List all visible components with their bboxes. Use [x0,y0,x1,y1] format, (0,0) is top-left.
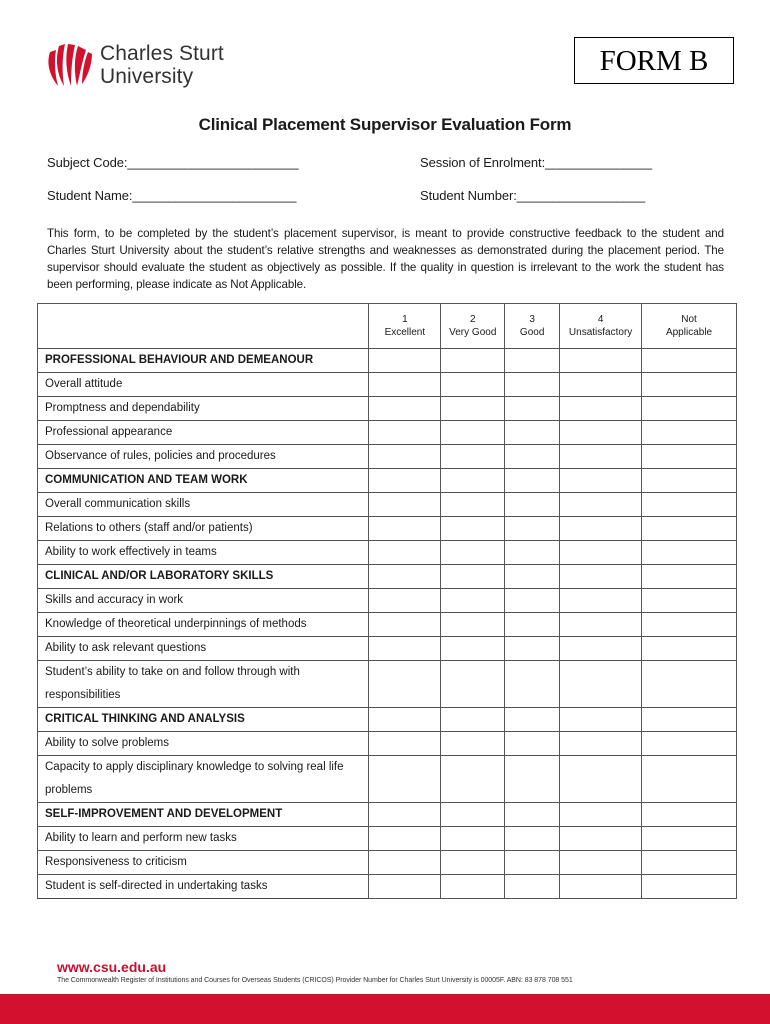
section-blank-cell [369,708,441,732]
rating-cell[interactable] [560,517,642,541]
criteria-label: Ability to work effectively in teams [38,541,369,565]
rating-cell[interactable] [642,732,737,756]
section-blank-cell [560,708,642,732]
rating-cell[interactable] [505,541,560,565]
rating-cell[interactable] [642,517,737,541]
section-heading: COMMUNICATION AND TEAM WORK [38,469,369,493]
section-heading: CLINICAL AND/OR LABORATORY SKILLS [38,565,369,589]
section-blank-cell [642,349,737,373]
student-name-field[interactable]: Student Name:_______________________ [47,188,297,203]
section-blank-cell [505,349,560,373]
csu-flame-icon [44,42,94,88]
criteria-row [38,445,737,469]
criteria-row [38,732,737,756]
section-blank-cell [560,803,642,827]
rating-cell[interactable] [560,541,642,565]
rating-cell[interactable] [505,827,560,851]
rating-cell[interactable] [560,851,642,875]
criteria-row [38,493,737,517]
section-blank-cell [369,565,441,589]
criteria-row [38,517,737,541]
section-row [38,803,737,827]
section-blank-cell [505,469,560,493]
section-blank-cell [642,803,737,827]
rating-cell[interactable] [642,613,737,637]
rating-cell[interactable] [505,589,560,613]
criteria-label: Capacity to apply disciplinary knowledge to solving real life [38,756,369,780]
subject-code-field[interactable]: Subject Code:________________________ [47,155,299,170]
rating-cell[interactable] [642,875,737,899]
rating-cell[interactable] [369,421,441,445]
rating-cell[interactable] [369,493,441,517]
criteria-label: Ability to ask relevant questions [38,637,369,661]
rating-cell[interactable] [560,756,642,803]
criteria-label: Ability to solve problems [38,732,369,756]
section-heading: PROFESSIONAL BEHAVIOUR AND DEMEANOUR [38,349,369,373]
criteria-row [38,756,737,780]
header-blank [38,304,369,349]
rating-cell[interactable] [642,661,737,708]
rating-cell[interactable] [560,589,642,613]
rating-cell[interactable] [505,517,560,541]
rating-cell[interactable] [505,493,560,517]
rating-cell[interactable] [441,493,505,517]
criteria-row [38,875,737,899]
criteria-label: Overall communication skills [38,493,369,517]
rating-cell[interactable] [505,373,560,397]
section-blank-cell [642,708,737,732]
rating-cell[interactable] [560,827,642,851]
section-blank-cell [441,349,505,373]
rating-cell[interactable] [441,445,505,469]
rating-cell[interactable] [441,661,505,708]
criteria-row [38,637,737,661]
rating-cell[interactable] [441,373,505,397]
rating-cell[interactable] [369,875,441,899]
rating-cell[interactable] [369,661,441,708]
rating-cell[interactable] [505,732,560,756]
section-blank-cell [560,469,642,493]
criteria-label: Ability to learn and perform new tasks [38,827,369,851]
rating-cell[interactable] [369,397,441,421]
criteria-label: Observance of rules, policies and procedures [38,445,369,469]
criteria-label: responsibilities [38,684,369,708]
section-blank-cell [505,708,560,732]
rating-cell[interactable] [560,373,642,397]
form-label-box: FORM B [574,37,734,84]
logo-line-1: Charles Sturt [100,42,224,65]
criteria-label: Knowledge of theoretical underpinnings of methods [38,613,369,637]
evaluation-table [37,303,737,899]
section-blank-cell [441,803,505,827]
criteria-label: Relations to others (staff and/or patients) [38,517,369,541]
criteria-row [38,373,737,397]
rating-cell[interactable] [441,397,505,421]
rating-cell[interactable] [560,637,642,661]
rating-cell[interactable] [642,541,737,565]
rating-cell[interactable] [642,756,737,803]
rating-cell[interactable] [441,541,505,565]
criteria-label: Skills and accuracy in work [38,589,369,613]
rating-cell[interactable] [369,637,441,661]
section-blank-cell [369,803,441,827]
criteria-label: Responsiveness to criticism [38,851,369,875]
section-blank-cell [441,565,505,589]
rating-cell[interactable] [369,732,441,756]
section-blank-cell [369,469,441,493]
rating-cell[interactable] [505,875,560,899]
rating-cell[interactable] [441,827,505,851]
col-header-excellent: 1 Excellent [369,304,441,349]
col-header-not-applicable: Not Applicable [642,304,737,349]
rating-cell[interactable] [560,421,642,445]
university-logo [44,42,224,88]
col-header-very-good: 2 Very Good [441,304,505,349]
section-heading: CRITICAL THINKING AND ANALYSIS [38,708,369,732]
rating-cell[interactable] [369,827,441,851]
rating-cell[interactable] [642,373,737,397]
rating-cell[interactable] [642,851,737,875]
rating-cell[interactable] [369,613,441,637]
rating-cell[interactable] [369,851,441,875]
section-blank-cell [642,469,737,493]
criteria-label: Promptness and dependability [38,397,369,421]
col-header-unsatisfactory: 4 Unsatisfactory [560,304,642,349]
footer-bar [0,994,770,1024]
rating-cell[interactable] [505,637,560,661]
rating-cell[interactable] [441,851,505,875]
criteria-row [38,613,737,637]
criteria-label: Professional appearance [38,421,369,445]
rating-cell[interactable] [642,493,737,517]
rating-cell[interactable] [369,445,441,469]
col-header-good: 3 Good [505,304,560,349]
criteria-row [38,661,737,685]
rating-cell[interactable] [505,421,560,445]
rating-cell[interactable] [369,517,441,541]
rating-cell[interactable] [560,875,642,899]
rating-cell[interactable] [441,421,505,445]
rating-cell[interactable] [369,756,441,803]
session-field[interactable]: Session of Enrolment:_______________ [420,155,653,170]
section-blank-cell [560,349,642,373]
section-blank-cell [505,803,560,827]
rating-cell[interactable] [441,756,505,803]
rating-cell[interactable] [505,661,560,708]
section-blank-cell [369,349,441,373]
criteria-row [38,541,737,565]
rating-cell[interactable] [642,827,737,851]
table-header-row [38,304,737,349]
rating-cell[interactable] [505,613,560,637]
page-title: Clinical Placement Supervisor Evaluation Form [198,115,572,134]
section-blank-cell [441,469,505,493]
rating-cell[interactable] [560,397,642,421]
rating-cell[interactable] [642,445,737,469]
rating-cell[interactable] [369,589,441,613]
rating-cell[interactable] [642,397,737,421]
rating-cell[interactable] [369,541,441,565]
criteria-row [38,589,737,613]
criteria-label: Overall attitude [38,373,369,397]
rating-cell[interactable] [441,637,505,661]
rating-cell[interactable] [560,613,642,637]
rating-cell[interactable] [505,445,560,469]
criteria-row [38,397,737,421]
rating-cell[interactable] [441,613,505,637]
logo-line-2: University [100,65,194,88]
rating-cell[interactable] [441,732,505,756]
criteria-row [38,851,737,875]
section-heading: SELF-IMPROVEMENT AND DEVELOPMENT [38,803,369,827]
rating-cell[interactable] [642,421,737,445]
criteria-label: Student’s ability to take on and follow through with [38,661,369,685]
rating-cell[interactable] [369,373,441,397]
intro-paragraph: This form, to be completed by the student’s placement supervisor, is meant to provide constructive feedback to the student and Charles Sturt University about the student’s relative strengths and weaknesses as demonstrated during the placement period. The supervisor should evaluate the student as objectively as possible. If the quality in question is irrelevant to the work the student has been performing, please indicate as Not Applicable. [47,227,724,291]
criteria-row [38,421,737,445]
section-row [38,469,737,493]
section-row [38,349,737,373]
footer-url[interactable]: www.csu.edu.au [57,959,167,975]
footer-note: The Commonwealth Register of Institutions and Courses for Overseas Students (CRICOS) Provider Number for Charles Sturt University is 00005F. ABN: 83 878 708 551 [57,977,573,984]
criteria-label: problems [38,779,369,803]
section-row [38,708,737,732]
criteria-row [38,827,737,851]
section-row [38,565,737,589]
section-blank-cell [505,565,560,589]
rating-cell[interactable] [505,397,560,421]
rating-cell[interactable] [560,445,642,469]
rating-cell[interactable] [560,661,642,708]
rating-cell[interactable] [441,875,505,899]
section-blank-cell [642,565,737,589]
rating-cell[interactable] [441,517,505,541]
rating-cell[interactable] [560,732,642,756]
section-blank-cell [441,708,505,732]
student-number-field[interactable]: Student Number:__________________ [420,188,646,203]
criteria-label: Student is self-directed in undertaking tasks [38,875,369,899]
rating-cell[interactable] [642,589,737,613]
rating-cell[interactable] [560,493,642,517]
rating-cell[interactable] [505,851,560,875]
rating-cell[interactable] [505,756,560,803]
rating-cell[interactable] [441,589,505,613]
section-blank-cell [560,565,642,589]
rating-cell[interactable] [642,637,737,661]
